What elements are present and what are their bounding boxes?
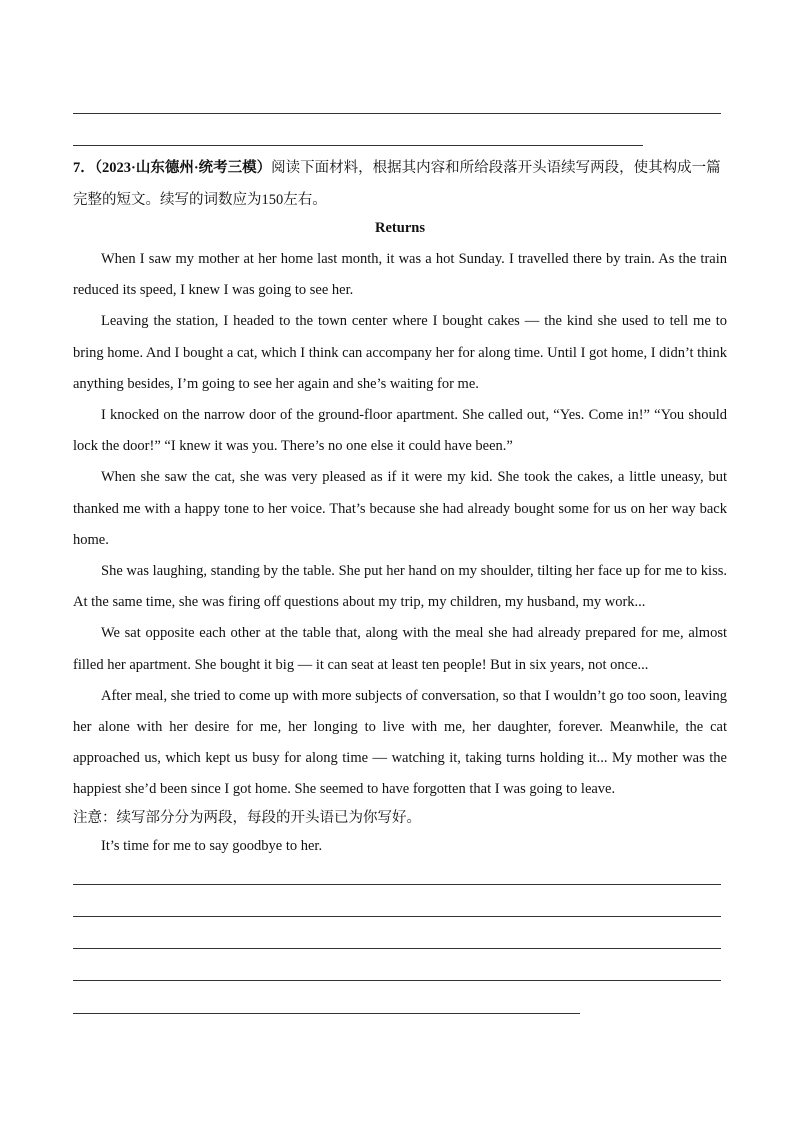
passage-paragraph: We sat opposite each other at the table that, along with the meal she had already prepared for me, almost filled her apartment. She bought it big — it can seat at least ten people! But in six years, not once... xyxy=(73,625,727,673)
passage-paragraph: When I saw my mother at her home last month, it was a hot Sunday. I travelled there by train. As the train reduced its speed, I knew I was going to see her. xyxy=(73,251,727,299)
passage-paragraph: After meal, she tried to come up with more subjects of conversation, so that I wouldn’t go too soon, leaving her alone with her desire for me, her longing to live with me, her daughter, forever. Meanwhile, the cat approached us, which kept us busy for along time — watching it, taking turns holding it... My mother was the happiest she’d been since I got home. She seemed to have forgotten that I was going to leave. xyxy=(73,687,727,798)
answer-line[interactable] xyxy=(73,145,643,146)
writing-note: 注意：续写部分分为两段，每段的开头语已为你写好。 xyxy=(73,810,421,826)
answer-line[interactable] xyxy=(73,916,721,917)
question-number: 7． xyxy=(73,160,95,176)
answer-line[interactable] xyxy=(73,948,721,949)
question-header xyxy=(73,152,723,216)
answer-line[interactable] xyxy=(73,884,721,885)
question-source: （2023·山东德州·统考三模） xyxy=(94,160,272,176)
passage-body xyxy=(73,244,727,806)
passage-paragraph: When she saw the cat, she was very pleased as if it were my kid. She took the cakes, a little uneasy, but thanked me with a happy tone to her voice. That’s because she had already bought some for us on her way back home. xyxy=(73,469,727,548)
answer-line[interactable] xyxy=(73,980,721,981)
passage-paragraph: I knocked on the narrow door of the ground-floor apartment. She called out, “Yes. Come in!” “You should lock the door!” “I knew it was you. There’s no one else it could have been.” xyxy=(73,407,727,455)
question-instruction: 阅读下面材料，根据其内容和所给段落开头语续写两段，使其构成一篇完整的短文。续写的词数应为150左右。 xyxy=(73,160,721,208)
passage-title: Returns xyxy=(375,220,425,236)
answer-line[interactable] xyxy=(73,1013,580,1014)
passage-paragraph: She was laughing, standing by the table. She put her hand on my shoulder, tilting her face up for me to kiss. At the same time, she was firing off questions about my trip, my children, my husband, my work... xyxy=(73,563,727,611)
paragraph-opener: It’s time for me to say goodbye to her. xyxy=(101,838,323,854)
passage-paragraph: Leaving the station, I headed to the town center where I bought cakes — the kind she used to tell me to bring home. And I bought a cat, which I think can accompany her for along time. Until I got home, I didn’t think anything besides, I’m going to see her again and she’s waiting for me. xyxy=(73,313,727,392)
answer-line[interactable] xyxy=(73,113,721,114)
